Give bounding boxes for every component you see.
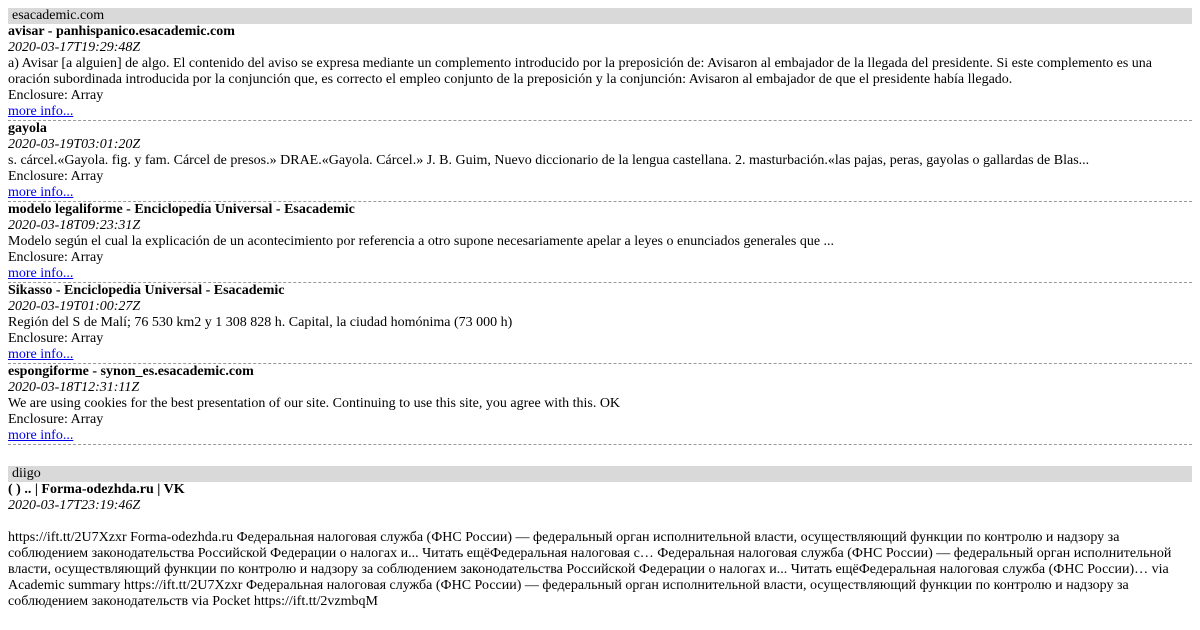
entry-enclosure: Enclosure: Array	[8, 250, 104, 265]
entry-enclosure: Enclosure: Array	[8, 331, 104, 346]
entry-date: 2020-03-18T12:31:11Z	[8, 380, 140, 395]
entry-summary: Región del S de Malí; 76 530 km2 y 1 308 828 h. Capital, la ciudad homónima (73 000 h)	[8, 315, 513, 330]
more-info-link[interactable]: more info...	[8, 104, 74, 119]
entry-summary: https://ift.tt/2U7Xzxr Forma-odezhda.ru Федеральная налоговая служба (ФНС России) — федеральный орган исполнительной власти, осуществляющий функции по контролю и надзору за соблюдением законодательства Российской Федерации о налогах и... Читать ещёФедеральная налоговая с… Федеральная налоговая служба (ФНС России) — федеральный орган исполнительной власти, осуществляющий функции по контролю и надзору за соблюдением законодательства Российской Федерации о налогах и... Читать ещёФедеральная налоговая служба (ФНС России)… via Academic summary https://ift.tt/2U7Xzxr Федеральная налоговая служба (ФНС России) — федеральный орган исполнительной власти, осуществляющий функции по контролю и надзору за соблюдением законодательств via Pocket https://ift.tt/2vzmbqM	[8, 530, 1172, 609]
entry-summary: We are using cookies for the best presentation of our site. Continuing to use this site, you agree with this. OK	[8, 396, 621, 411]
entry	[8, 24, 1192, 121]
entry	[8, 283, 1192, 364]
entry-date: 2020-03-17T23:19:46Z	[8, 498, 141, 513]
more-info-link[interactable]: more info...	[8, 347, 74, 362]
feed-diigo	[8, 466, 1192, 610]
entry	[8, 121, 1192, 202]
entry-summary: s. cárcel.«Gayola. fig. y fam. Cárcel de presos.» DRAE.«Gayola. Cárcel.» J. B. Guim, Nuevo diccionario de la lengua castellana. 2. masturbación.«las pajas, peras, gayolas o gallardas de Blas...	[8, 153, 1090, 168]
entry-title: avisar - panhispanico.esacademic.com	[8, 24, 235, 39]
entry	[8, 364, 1192, 445]
entry-date: 2020-03-19T01:00:27Z	[8, 299, 141, 314]
entry-title: ( ) .. | Forma-odezhda.ru | VK	[8, 482, 185, 497]
entry-title: Sikasso - Enciclopedia Universal - Esacademic	[8, 283, 285, 298]
entry-enclosure: Enclosure: Array	[8, 169, 104, 184]
feed-header: diigo	[8, 466, 1192, 482]
entry-enclosure: Enclosure: Array	[8, 88, 104, 103]
entry-enclosure: Enclosure: Array	[8, 412, 104, 427]
entry-summary: Modelo según el cual la explicación de un acontecimiento por referencia a otro supone necesariamente apelar a leyes o enunciados generales que ...	[8, 234, 835, 249]
entry	[8, 482, 1192, 610]
more-info-link[interactable]: more info...	[8, 428, 74, 443]
feed-header: esacademic.com	[8, 8, 1192, 24]
entry-date: 2020-03-18T09:23:31Z	[8, 218, 141, 233]
feed-esacademic	[8, 8, 1192, 445]
entry-title: modelo legaliforme - Enciclopedia Universal - Esacademic	[8, 202, 355, 217]
entry-date: 2020-03-19T03:01:20Z	[8, 137, 141, 152]
entry-date: 2020-03-17T19:29:48Z	[8, 40, 141, 55]
entry	[8, 202, 1192, 283]
entry-title: espongiforme - synon_es.esacademic.com	[8, 364, 254, 379]
entry-summary: a) Avisar [a alguien] de algo. El contenido del aviso se expresa mediante un complemento introducido por la preposición de: Avisaron al embajador de la llegada del presidente. Si este complemento es una oración subordinada introducida por la conjunción que, es correcto el empleo conjunto de la preposición y la conjunción: Avisaron al embajador de que el presidente había llegado.	[8, 56, 1153, 87]
more-info-link[interactable]: more info...	[8, 266, 74, 281]
blank-line	[8, 514, 1192, 530]
more-info-link[interactable]: more info...	[8, 185, 74, 200]
feed-spacer	[8, 445, 1192, 466]
entry-title: gayola	[8, 121, 47, 136]
